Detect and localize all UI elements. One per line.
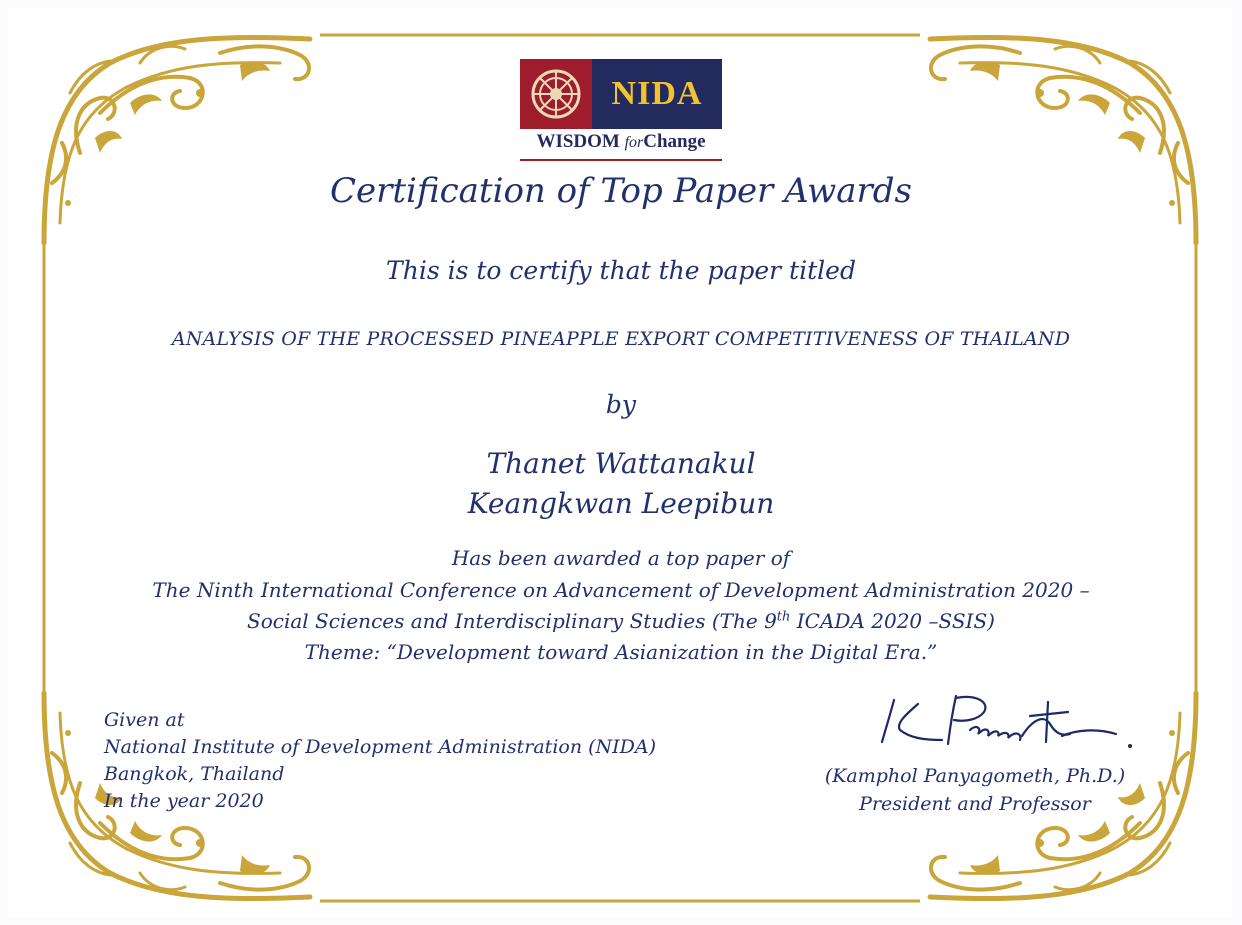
slogan-change: Change [643, 131, 706, 152]
conference-line-2 [0, 609, 1242, 633]
handwritten-signature [800, 690, 1170, 760]
logo-slogan [520, 131, 722, 153]
wheel-emblem-icon [530, 68, 582, 120]
logo-underline [520, 159, 722, 161]
given-at-institution: National Institute of Development Administration (NIDA) [104, 736, 657, 758]
corner-ornament-top-left [40, 33, 350, 253]
certify-line: This is to certify that the paper titled [386, 256, 856, 285]
paper-title: ANALYSIS OF THE PROCESSED PINEAPPLE EXPORT COMPETITIVENESS OF THAILAND [171, 328, 1071, 350]
logo-banner [520, 59, 722, 129]
certificate-title: Certification of Top Paper Awards [329, 171, 912, 211]
ordinal-suffix: th [776, 609, 791, 625]
author-name-2: Keangkwan Leepibun [467, 487, 775, 520]
slogan-wisdom: WISDOM [536, 131, 625, 152]
given-at-location: Bangkok, Thailand [104, 763, 285, 785]
awarded-line: Has been awarded a top paper of [451, 546, 791, 570]
by-line: by [605, 390, 637, 419]
corner-ornament-top-right [890, 33, 1200, 253]
slogan-for: for [624, 134, 644, 151]
signatory-position: President and Professor [859, 793, 1091, 815]
conference-line-1: The Ninth International Conference on Advancement of Development Administration 2020 – [152, 578, 1090, 602]
given-at-block [104, 707, 656, 815]
conference-line-2-end: ICADA 2020 –SSIS) [790, 609, 995, 633]
given-at-year: In the year 2020 [104, 790, 264, 812]
author-name-1: Thanet Wattanakul [486, 447, 756, 480]
logo-brand-text: NIDA [611, 75, 703, 112]
signatory-block [790, 762, 1160, 818]
nida-logo [520, 59, 722, 163]
conference-line-2-start: Social Sciences and Interdisciplinary Studies (The 9 [247, 609, 777, 633]
given-at-label: Given at [104, 709, 185, 731]
theme-line: Theme: “Development toward Asianization in the Digital Era.” [304, 640, 938, 664]
signatory-name: (Kamphol Panyagometh, Ph.D.) [824, 765, 1126, 787]
